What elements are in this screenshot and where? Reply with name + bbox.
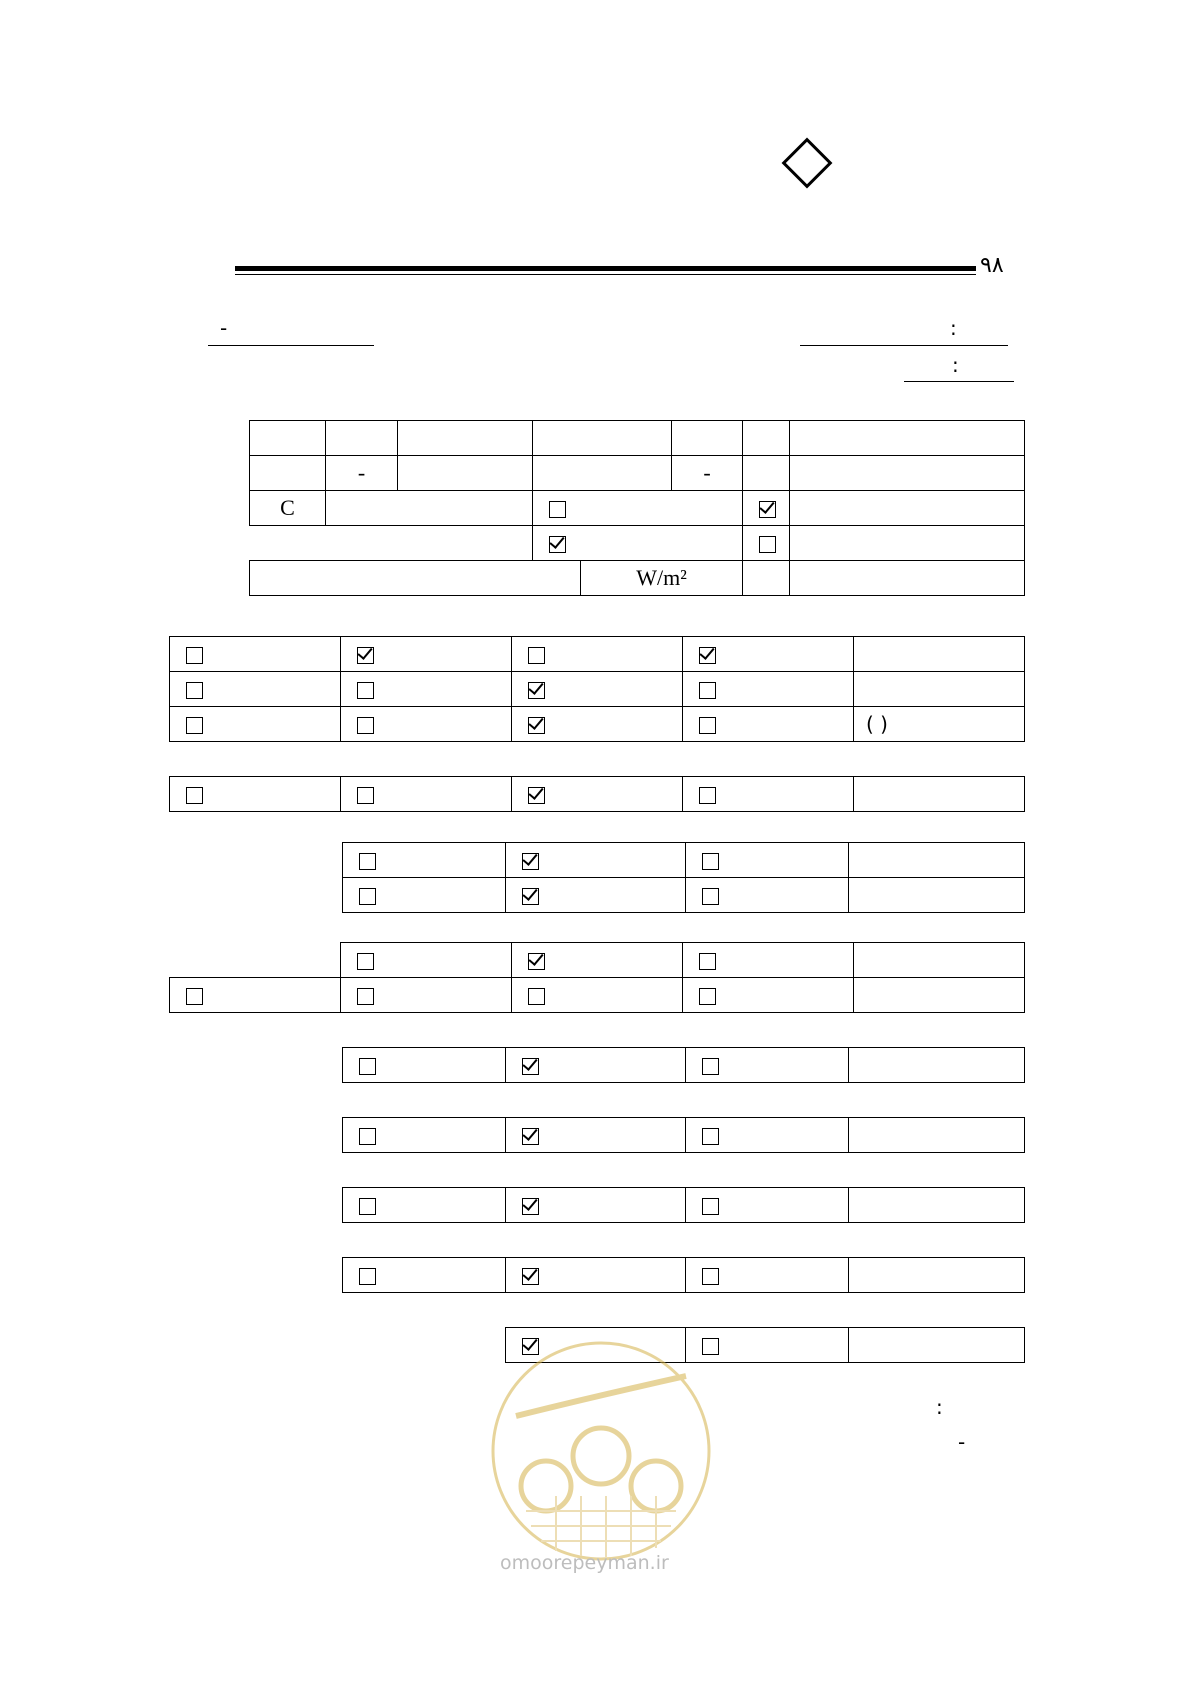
checkbox[interactable]: [357, 682, 374, 699]
checked-checkbox[interactable]: [522, 1198, 539, 1215]
row-label: [854, 637, 1025, 672]
checkbox[interactable]: [702, 1058, 719, 1075]
checkbox[interactable]: [759, 536, 776, 553]
checkbox[interactable]: [359, 1058, 376, 1075]
table-cell-empty: [170, 943, 341, 978]
info-right-underline-2: [904, 381, 1014, 382]
table-row: [250, 421, 1025, 456]
checkbox[interactable]: [186, 682, 203, 699]
checkbox[interactable]: [699, 988, 716, 1005]
checkbox[interactable]: [357, 953, 374, 970]
table-cell-empty: [250, 526, 533, 561]
checkbox[interactable]: [357, 717, 374, 734]
info-colon-1: :: [950, 316, 957, 340]
info-right-underline-1: [800, 345, 1008, 346]
table-row: [170, 637, 1025, 672]
table-cell: [250, 561, 581, 596]
checked-checkbox[interactable]: [528, 717, 545, 734]
checkbox[interactable]: [528, 988, 545, 1005]
table-cell: [326, 421, 398, 456]
table-cell: [790, 491, 1025, 526]
footer-colon: :: [936, 1395, 943, 1419]
checkbox[interactable]: [186, 988, 203, 1005]
row-label: [849, 1048, 1025, 1083]
unit-label: W/m²: [581, 561, 743, 596]
table-row: [343, 878, 1025, 913]
checked-checkbox[interactable]: [522, 853, 539, 870]
checkbox[interactable]: [699, 787, 716, 804]
table-row: [250, 456, 1025, 491]
info-left-dash: -: [220, 316, 228, 340]
table-cell: [672, 421, 743, 456]
info-left-underline: [208, 345, 374, 346]
watermark-text: omoorepeyman.ir: [500, 1552, 669, 1574]
table-cell: [533, 526, 743, 561]
options-table-4: [342, 842, 1025, 913]
row-label: [849, 1258, 1025, 1293]
table-cell-dash: -: [326, 456, 398, 491]
checkbox[interactable]: [357, 988, 374, 1005]
options-table: [169, 636, 1025, 742]
table-row: [170, 707, 1025, 742]
table-row: [343, 1188, 1025, 1223]
options-table-8: [342, 1187, 1025, 1223]
header-rule: [235, 266, 976, 271]
info-colon-2: :: [952, 353, 959, 377]
table-cell: [790, 526, 1025, 561]
table-cell: [398, 456, 533, 491]
table-cell: [790, 561, 1025, 596]
table-cell: [250, 421, 326, 456]
checkbox[interactable]: [702, 853, 719, 870]
header-rule-thin: [235, 274, 976, 275]
checked-checkbox[interactable]: [357, 647, 374, 664]
unit-label: C: [250, 491, 326, 526]
checked-checkbox[interactable]: [528, 787, 545, 804]
table-row: [250, 491, 1025, 526]
checked-checkbox[interactable]: [522, 1268, 539, 1285]
checked-checkbox[interactable]: [699, 647, 716, 664]
table-row: [343, 1118, 1025, 1153]
checked-checkbox[interactable]: [522, 1058, 539, 1075]
table-cell: [790, 421, 1025, 456]
row-label: [849, 878, 1025, 913]
table-row: [250, 526, 1025, 561]
table-cell: [398, 421, 533, 456]
table-cell: [790, 456, 1025, 491]
table-cell: [533, 491, 743, 526]
checked-checkbox[interactable]: [528, 953, 545, 970]
checkbox[interactable]: [359, 853, 376, 870]
checked-checkbox[interactable]: [522, 888, 539, 905]
table-cell: [533, 456, 672, 491]
checked-checkbox[interactable]: [522, 1128, 539, 1145]
checkbox[interactable]: [359, 888, 376, 905]
row-label: [854, 943, 1025, 978]
table-cell: [533, 421, 672, 456]
table-row: [343, 1048, 1025, 1083]
options-table-3: [169, 776, 1025, 812]
options-table-5: [169, 942, 1025, 1013]
row-label: [854, 978, 1025, 1013]
checkbox[interactable]: [186, 717, 203, 734]
table-cell: [743, 421, 790, 456]
checkbox[interactable]: [186, 647, 203, 664]
checkbox[interactable]: [359, 1268, 376, 1285]
table-cell: [743, 456, 790, 491]
table-cell: [743, 491, 790, 526]
table-cell: [743, 561, 790, 596]
row-label: [849, 1328, 1025, 1363]
checked-checkbox[interactable]: [528, 682, 545, 699]
specs-table: [249, 420, 1025, 596]
checkbox[interactable]: [702, 1128, 719, 1145]
table-row: [170, 777, 1025, 812]
table-cell: [743, 526, 790, 561]
table-row: [170, 672, 1025, 707]
checkbox[interactable]: [702, 1268, 719, 1285]
row-label: [849, 843, 1025, 878]
checkbox[interactable]: [357, 787, 374, 804]
checkbox[interactable]: [359, 1128, 376, 1145]
row-label: [849, 1188, 1025, 1223]
watermark-logo: [486, 1336, 716, 1566]
table-row: [170, 943, 1025, 978]
row-label: [849, 1118, 1025, 1153]
row-label: ( ): [854, 707, 1025, 742]
table-cell: [326, 491, 533, 526]
options-table-6: [342, 1047, 1025, 1083]
checked-checkbox[interactable]: [549, 536, 566, 553]
checked-checkbox[interactable]: [759, 501, 776, 518]
row-label: [854, 777, 1025, 812]
page-number: ۹۸: [980, 253, 1004, 278]
table-row: [250, 561, 1025, 596]
checkbox[interactable]: [359, 1198, 376, 1215]
table-row: [343, 843, 1025, 878]
checkbox[interactable]: [699, 682, 716, 699]
checkbox[interactable]: [699, 953, 716, 970]
table-cell-dash: -: [672, 456, 743, 491]
checkbox[interactable]: [186, 787, 203, 804]
footer-dash: -: [958, 1430, 966, 1454]
options-table-9: [342, 1257, 1025, 1293]
checkbox[interactable]: [702, 888, 719, 905]
checkbox[interactable]: [528, 647, 545, 664]
options-table-7: [342, 1117, 1025, 1153]
table-row: [343, 1258, 1025, 1293]
checkbox[interactable]: [699, 717, 716, 734]
checkbox[interactable]: [702, 1198, 719, 1215]
table-row: [170, 978, 1025, 1013]
checkbox[interactable]: [549, 501, 566, 518]
table-cell: [250, 456, 326, 491]
diamond-icon: [782, 138, 833, 189]
row-label: [854, 672, 1025, 707]
